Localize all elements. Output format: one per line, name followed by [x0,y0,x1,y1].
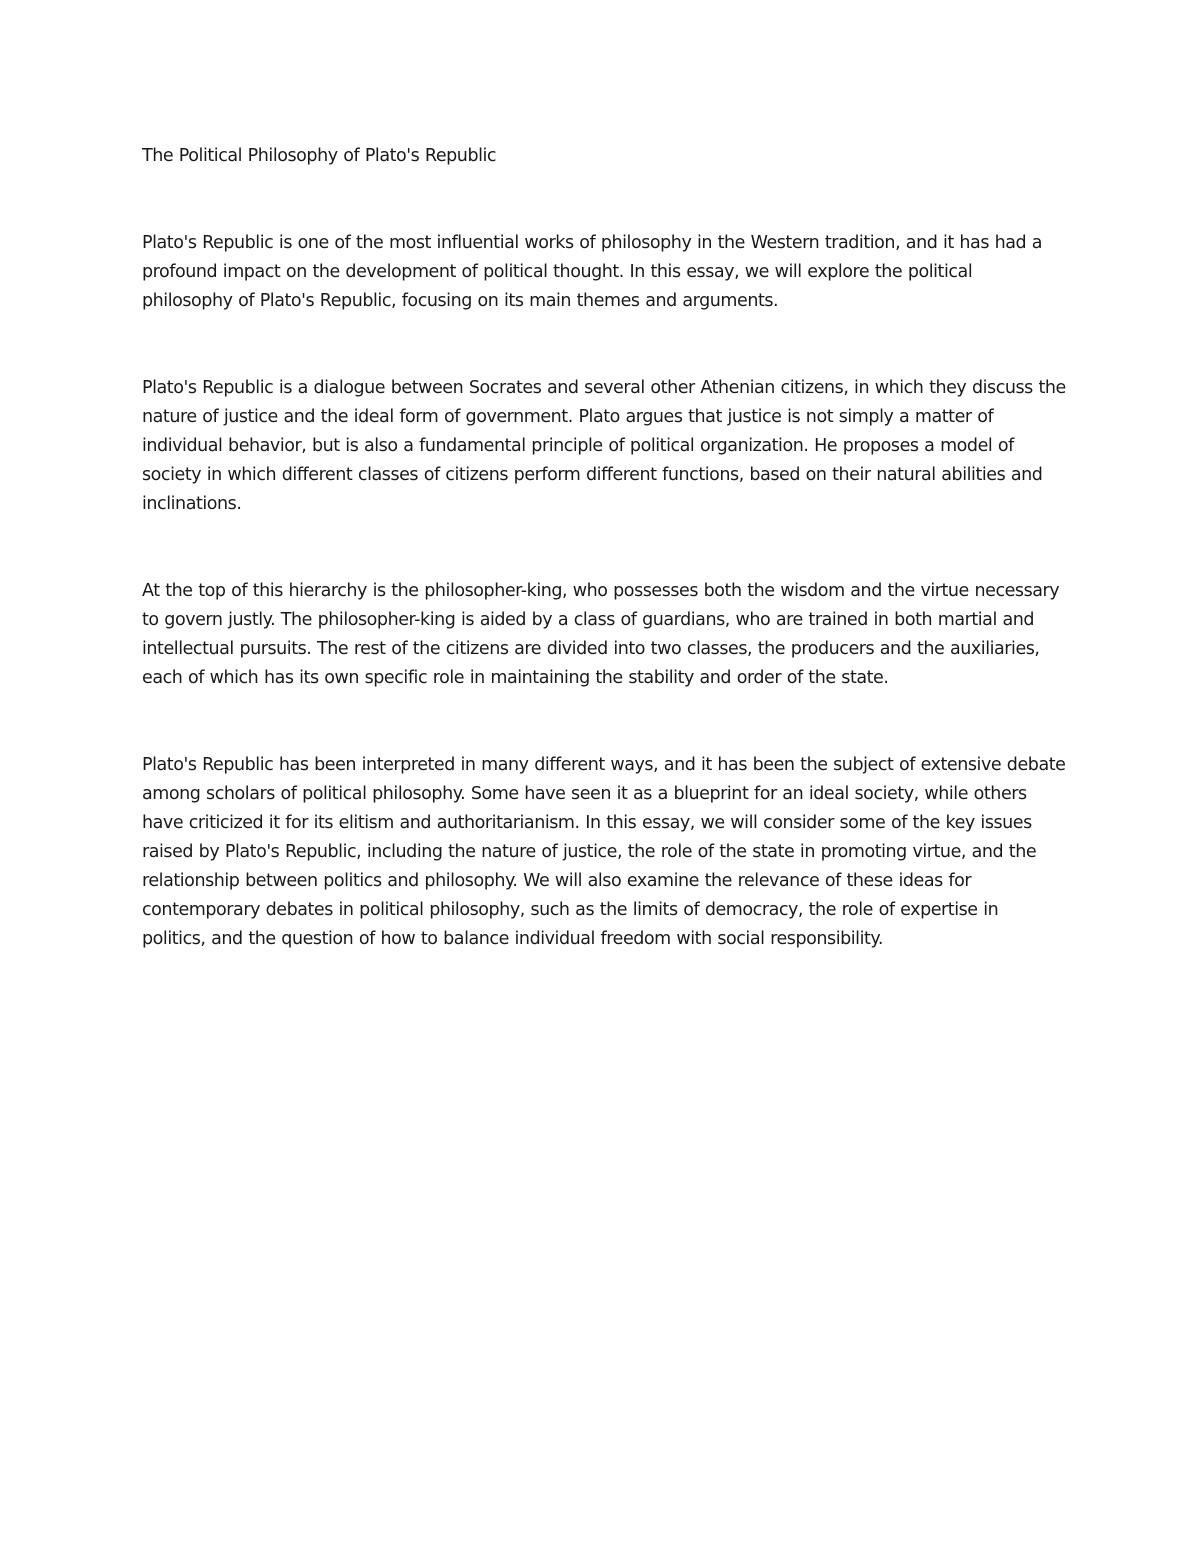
document-title: The Political Philosophy of Plato's Republic [142,146,497,166]
paragraph-intro: Plato's Republic is one of the most influential works of philosophy in the Western tradition, and it has had a profound impact on the development of political thought. In this essay, we will explore the political philosophy of Plato's Republic, focusing on its main themes and arguments. [142,233,1043,311]
paragraph-interpretation: Plato's Republic has been interpreted in many different ways, and it has been the subject of extensive debate among scholars of political philosophy. Some have seen it as a blueprint for an ideal society, while others have criticized it for its elitism and authoritarianism. In this essay, we will consider some of the key issues raised by Plato's Republic, including the nature of justice, the role of the state in promoting virtue, and the relationship between politics and philosophy. We will also examine the relevance of these ideas for contemporary debates in political philosophy, such as the limits of democracy, the role of expertise in politics, and the question of how to balance individual freedom with social responsibility. [142,755,1066,949]
paragraph-dialogue: Plato's Republic is a dialogue between Socrates and several other Athenian citizens, in which they discuss the nature of justice and the ideal form of government. Plato argues that justice is not simply a matter of individual behavior, but is also a fundamental principle of political organization. He proposes a model of society in which different classes of citizens perform different functions, based on their natural abilities and inclinations. [142,378,1066,514]
document-body [142,142,1067,954]
paragraph-hierarchy: At the top of this hierarchy is the philosopher-king, who possesses both the wisdom and the virtue necessary to govern justly. The philosopher-king is aided by a class of guardians, who are trained in both martial and intellectual pursuits. The rest of the citizens are divided into two classes, the producers and the auxiliaries, each of which has its own specific role in maintaining the stability and order of the state. [142,581,1060,688]
